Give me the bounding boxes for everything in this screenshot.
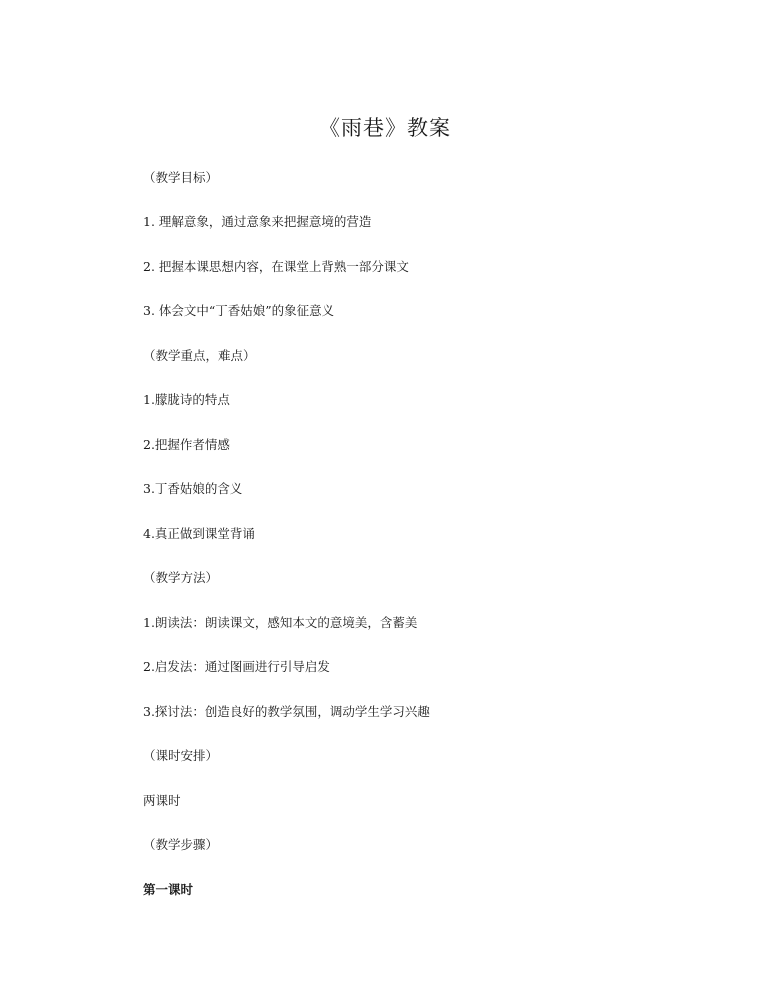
key-point-item: 3.丁香姑娘的含义 — [143, 481, 243, 496]
method-item: 2.启发法：通过图画进行引导启发 — [143, 659, 330, 674]
section-heading-class-schedule: （课时安排） — [143, 748, 219, 763]
class-schedule-value: 两课时 — [143, 793, 181, 808]
section-heading-key-points: （教学重点，难点） — [143, 348, 256, 363]
method-item: 3.探讨法：创造良好的教学氛围，调动学生学习兴趣 — [143, 704, 430, 719]
key-point-item: 2.把握作者情感 — [143, 437, 230, 452]
section-heading-teaching-steps: （教学步骤） — [143, 837, 219, 852]
objective-item: 2. 把握本课思想内容，在课堂上背熟一部分课文 — [143, 259, 409, 274]
document-title: 《雨巷》教案 — [319, 116, 451, 140]
method-item: 1.朗读法：朗读课文，感知本文的意境美，含蓄美 — [143, 615, 418, 630]
section-heading-teaching-objectives: （教学目标） — [143, 170, 219, 185]
key-point-item: 4.真正做到课堂背诵 — [143, 526, 255, 541]
key-point-item: 1.朦胧诗的特点 — [143, 392, 230, 407]
objective-item: 3. 体会文中“丁香姑娘”的象征意义 — [143, 303, 335, 318]
section-heading-teaching-methods: （教学方法） — [143, 570, 219, 585]
first-lesson-heading: 第一课时 — [143, 882, 194, 897]
objective-item: 1. 理解意象，通过意象来把握意境的营造 — [143, 214, 372, 229]
